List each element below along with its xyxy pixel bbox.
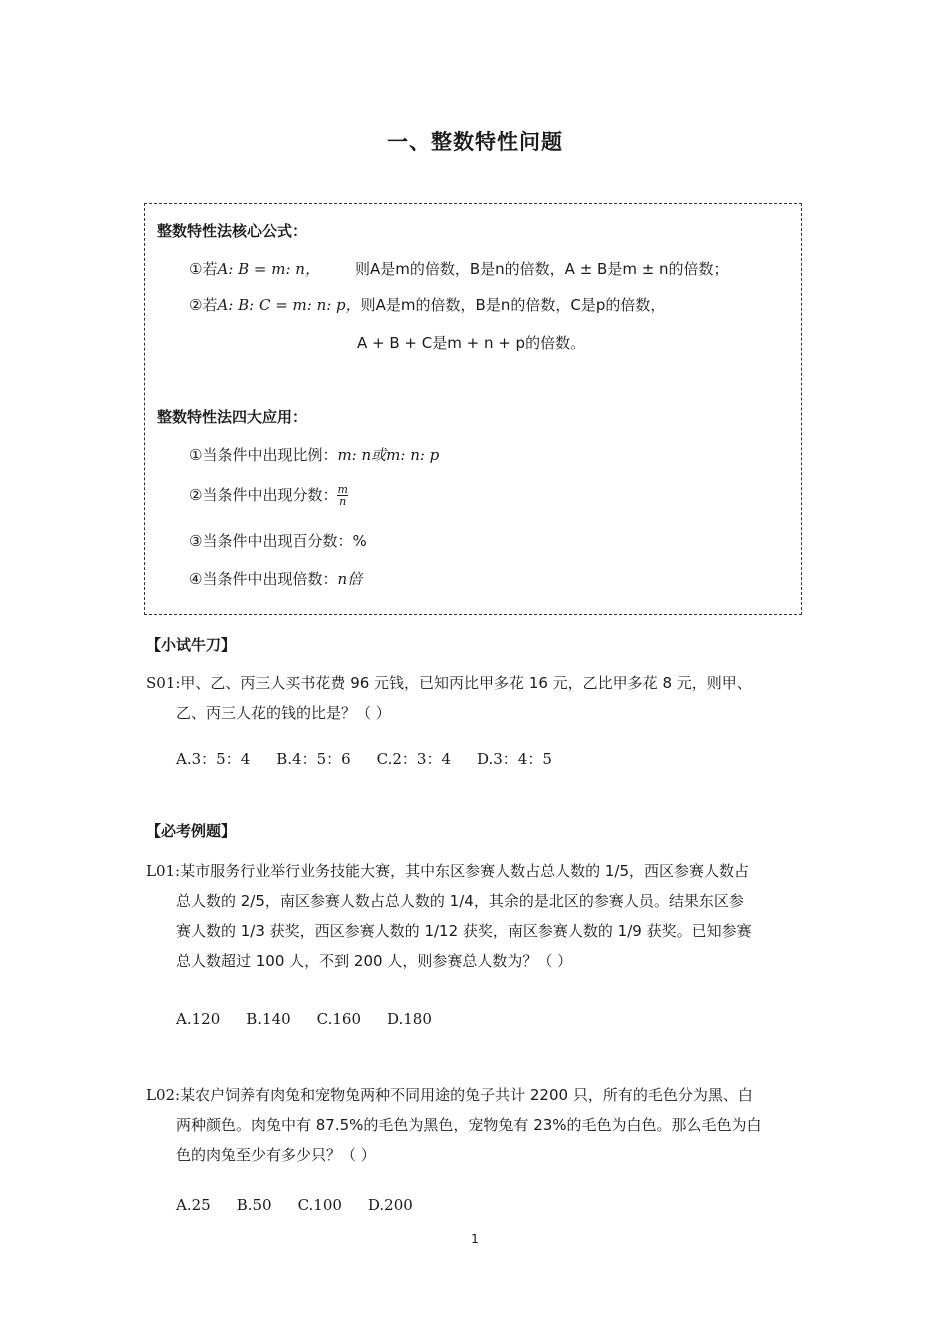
formula-1-result: 则A是m的倍数，B是n的倍数，A ± B是m ± n的倍数；	[355, 260, 729, 278]
formula-1: ①若A: B = m: n，	[189, 260, 320, 278]
formula-2-result: A + B + C是m + n + p的倍数。	[357, 334, 586, 352]
application-3: ③当条件中出现百分数：%	[189, 532, 367, 550]
option-c[interactable]: C.2：3：4	[376, 750, 451, 768]
section-heading-practice: 【小试牛刀】	[146, 636, 237, 654]
formula-heading: 整数特性法核心公式：	[157, 222, 308, 240]
option-b[interactable]: B.140	[246, 1010, 291, 1028]
options-l02	[176, 1196, 439, 1214]
formula-box	[144, 203, 802, 615]
option-c[interactable]: C.160	[316, 1010, 361, 1028]
options-l01	[176, 1010, 458, 1028]
application-1: ①当条件中出现比例：m: n或m: n: p	[189, 446, 440, 464]
section-heading-examples: 【必考例题】	[146, 822, 237, 840]
option-d[interactable]: D.180	[387, 1010, 432, 1028]
option-a[interactable]: A.25	[176, 1196, 211, 1214]
question-s01: S01:甲、乙、丙三人买书花费 96 元钱，已知丙比甲多花 16 元，乙比甲多花 8 元，则甲、 乙、丙三人花的钱的比是？（ ）	[146, 674, 752, 722]
formula-2: ②若A: B: C = m: n: p，则A是m的倍数，B是n的倍数，C是p的倍数，	[189, 296, 666, 314]
question-l01: L01:某市服务行业举行业务技能大赛，其中东区参赛人数占总人数的 1/5，西区参赛人数占 总人数的 2/5，南区参赛人数占总人数的 1/4，其余的是北区的参赛人员。结果东区参 赛人数的 1/3 获奖，西区参赛人数的 1/12 获奖，南区参赛人数的 1/9 获奖。已知参赛 总人数超过 100 人，不到 200 人，则参赛总人数为？（ ）	[146, 862, 752, 970]
page-title: 一、整数特性问题	[387, 130, 563, 154]
page-number: 1	[471, 1232, 479, 1246]
option-c[interactable]: C.100	[297, 1196, 342, 1214]
question-l02: L02:某农户饲养有肉兔和宠物兔两种不同用途的兔子共计 2200 只，所有的毛色分为黑、白 两种颜色。肉兔中有 87.5%的毛色为黑色，宠物兔有 23%的毛色为白色。那么毛色为白 色的肉兔至少有多少只？（ ）	[146, 1086, 762, 1164]
application-2: ②当条件中出现分数： $\frac{m}{n}$	[189, 483, 348, 508]
options-s01	[176, 748, 578, 769]
option-d[interactable]: D.3：4：5	[477, 750, 552, 768]
fraction-m-over-n: $\frac{m}{n}$	[337, 483, 348, 508]
option-d[interactable]: D.200	[367, 1196, 413, 1214]
application-heading: 整数特性法四大应用：	[157, 408, 308, 426]
application-4: ④当条件中出现倍数：n倍	[189, 570, 363, 588]
option-b[interactable]: B.50	[236, 1196, 272, 1214]
option-b[interactable]: B.4：5：6	[276, 750, 351, 768]
option-a[interactable]: A.120	[176, 1010, 221, 1028]
option-a[interactable]: A.3：5：4	[176, 750, 251, 768]
